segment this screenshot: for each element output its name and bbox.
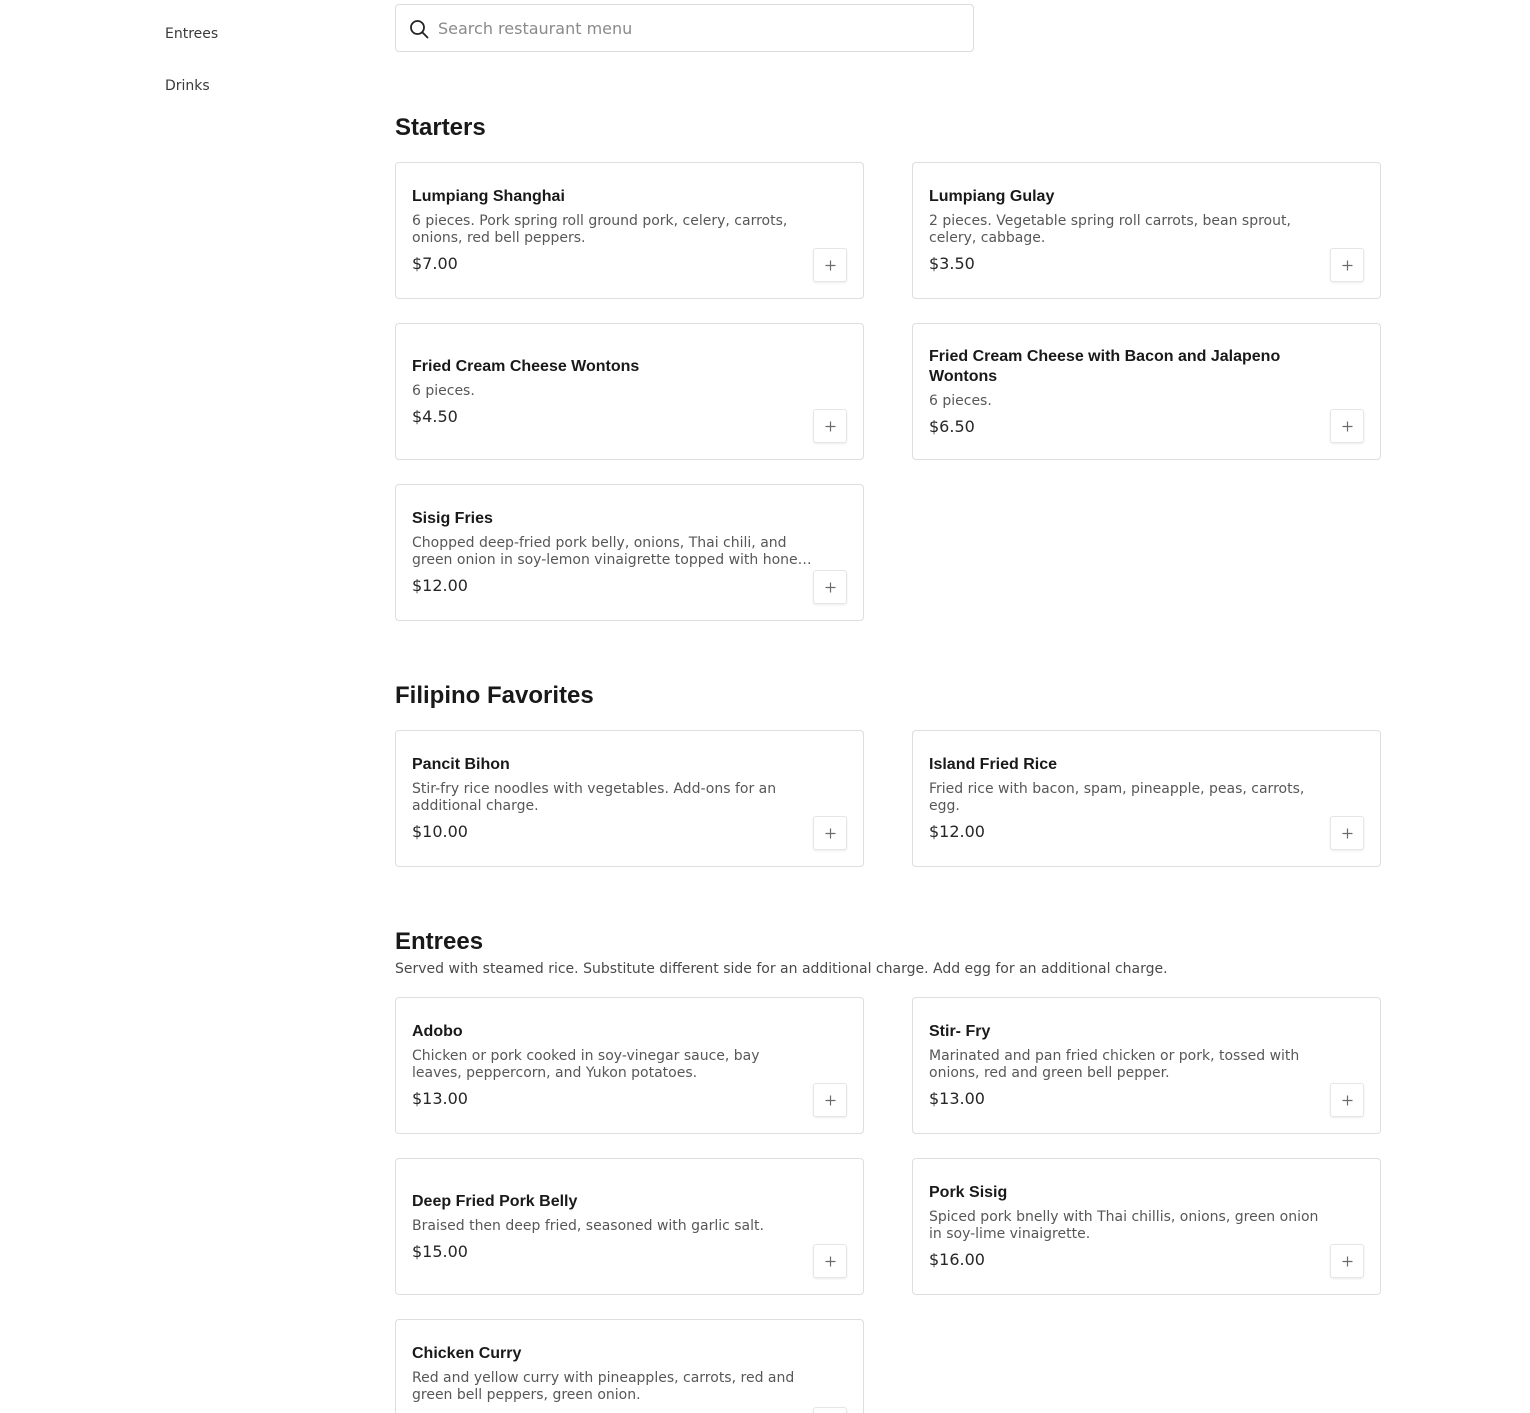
item-price: $13.00 [929, 1089, 985, 1108]
item-description: Chopped deep-fried pork belly, onions, Thai chili, and green onion in soy-lemon vinaigrette topped with honey [412, 535, 806, 568]
section-description: Served with steamed rice. Substitute different side for an additional charge. Add egg for an additional charge. [395, 961, 1168, 977]
item-description: Fried rice with bacon, spam, pineapple, peas, carrots, egg. [929, 781, 1305, 814]
item-price: $3.50 [929, 254, 975, 273]
menu-item-card[interactable] [912, 997, 1381, 1134]
item-description: 6 pieces. [929, 392, 992, 409]
plus-icon [825, 582, 836, 593]
item-name: Lumpiang Gulay [929, 188, 1055, 205]
add-item-button[interactable] [813, 1083, 847, 1117]
menu-item-card[interactable] [395, 323, 864, 460]
add-item-button[interactable] [813, 570, 847, 604]
section-title-filipino-favorites: Filipino Favorites [395, 682, 594, 709]
item-name: Island Fried Rice [929, 756, 1058, 773]
plus-icon [1342, 828, 1353, 839]
item-price: $6.50 [929, 416, 975, 436]
item-price: $4.50 [412, 406, 458, 426]
plus-icon [825, 421, 836, 432]
item-description: Chicken or pork cooked in soy-vinegar sauce, bay leaves, peppercorn, and Yukon potatoes. [412, 1048, 760, 1081]
menu-item-card[interactable] [395, 484, 864, 621]
add-item-button[interactable] [1330, 1083, 1364, 1117]
add-item-button[interactable] [813, 1407, 847, 1413]
menu-item-card[interactable] [395, 730, 864, 867]
menu-item-card[interactable] [912, 730, 1381, 867]
plus-icon [1342, 421, 1353, 432]
item-description: Red and yellow curry with pineapples, carrots, red and green bell peppers, green onion. [412, 1370, 795, 1403]
section-title-entrees: Entrees [395, 928, 484, 955]
plus-icon [1342, 1095, 1353, 1106]
plus-icon [825, 260, 836, 271]
section-title-starters: Starters [395, 114, 486, 141]
menu-item-card[interactable] [912, 323, 1381, 460]
item-price: $10.00 [412, 822, 468, 841]
item-price: $16.00 [929, 1250, 985, 1269]
item-price: $12.00 [929, 822, 985, 841]
plus-icon [1342, 1256, 1353, 1267]
item-name: Lumpiang Shanghai [412, 188, 565, 205]
add-item-button[interactable] [1330, 816, 1364, 850]
menu-item-card[interactable] [395, 1319, 864, 1413]
plus-icon [825, 1256, 836, 1267]
add-item-button[interactable] [1330, 248, 1364, 282]
plus-icon [1342, 260, 1353, 271]
item-description: Stir-fry rice noodles with vegetables. Add-ons for an additional charge. [412, 781, 777, 814]
item-name: Chicken Curry [412, 1345, 522, 1362]
item-description: Marinated and pan fried chicken or pork, tossed with onions, red and green bell pepper. [929, 1048, 1300, 1081]
item-description: Spiced pork bnelly with Thai chillis, onions, green onion in soy-lime vinaigrette. [929, 1209, 1319, 1242]
menu-item-card[interactable] [395, 1158, 864, 1295]
item-price: $7.00 [412, 254, 458, 273]
item-name: Fried Cream Cheese with Bacon and Jalapeno Wontons [929, 347, 1281, 385]
item-name: Stir- Fry [929, 1023, 991, 1040]
sidebar-item-entrees[interactable]: Entrees [165, 26, 219, 42]
item-description: 6 pieces. Pork spring roll ground pork, celery, carrots, onions, red bell peppers. [412, 213, 788, 246]
item-description: Braised then deep fried, seasoned with garlic salt. [412, 1217, 764, 1234]
item-price: $12.00 [412, 576, 468, 595]
sidebar-item-drinks[interactable]: Drinks [165, 78, 210, 94]
menu-item-card[interactable] [395, 997, 864, 1134]
item-name: Adobo [412, 1023, 463, 1040]
add-item-button[interactable] [813, 1244, 847, 1278]
item-name: Pancit Bihon [412, 756, 510, 773]
plus-icon [825, 828, 836, 839]
search-box[interactable] [395, 4, 974, 52]
item-name: Sisig Fries [412, 510, 493, 527]
plus-icon [825, 1095, 836, 1106]
item-description: 2 pieces. Vegetable spring roll carrots, bean sprout, celery, cabbage. [929, 213, 1291, 246]
item-name: Deep Fried Pork Belly [412, 1192, 578, 1210]
add-item-button[interactable] [1330, 409, 1364, 443]
menu-item-card[interactable] [395, 162, 864, 299]
menu-item-card[interactable] [912, 162, 1381, 299]
search-input[interactable] [438, 15, 958, 41]
item-name: Fried Cream Cheese Wontons [412, 357, 640, 375]
search-icon [409, 19, 429, 39]
add-item-button[interactable] [813, 409, 847, 443]
item-price: $13.00 [412, 1089, 468, 1108]
add-item-button[interactable] [813, 248, 847, 282]
add-item-button[interactable] [1330, 1244, 1364, 1278]
item-name: Pork Sisig [929, 1184, 1008, 1201]
menu-item-card[interactable] [912, 1158, 1381, 1295]
item-price: $15.00 [412, 1241, 468, 1261]
add-item-button[interactable] [813, 816, 847, 850]
item-description: 6 pieces. [412, 382, 475, 399]
